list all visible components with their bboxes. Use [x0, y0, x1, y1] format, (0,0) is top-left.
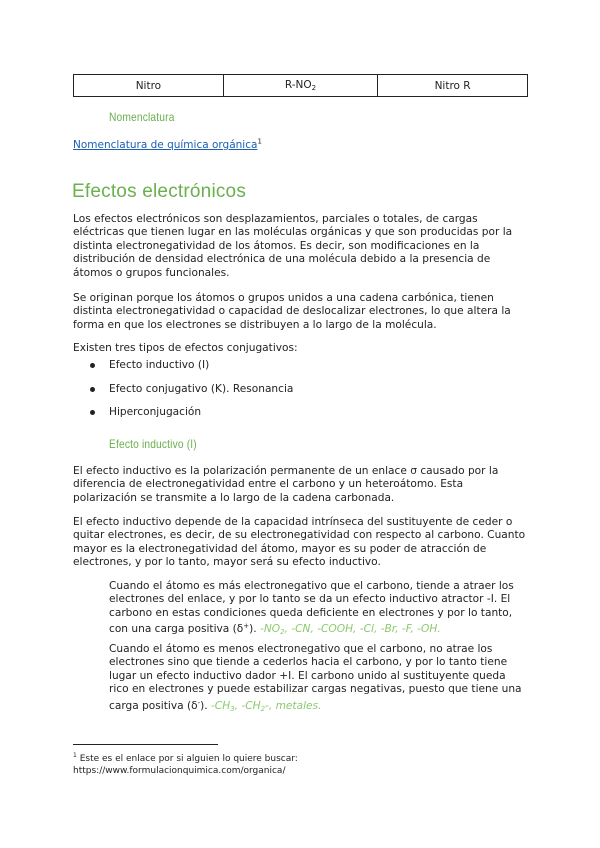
footnote-ref[interactable]: 1 [257, 137, 262, 146]
footnote-url: https://www.formulacionquimica.com/organica/ [73, 766, 286, 776]
bullet-icon [90, 410, 95, 415]
section-title: Efectos electrónicos [72, 181, 247, 202]
bullet-icon [90, 387, 95, 392]
nomenclatura-heading: Nomenclatura [109, 110, 175, 124]
donor-examples: $-CH_3$, $-CH_2-$, metales. [210, 699, 322, 713]
table-row [74, 75, 528, 97]
paragraph-types-intro: Existen tres tipos de efectos conjugativos: [73, 342, 298, 354]
nomenclatura-link-line [73, 139, 262, 151]
inductive-heading: Efecto inductivo (I) [109, 437, 197, 451]
list-item: Hiperconjugación [73, 406, 473, 430]
list-item: Efecto inductivo (I) [73, 359, 473, 383]
attractor-examples: $-NO_2$, -CN, -COOH, -Cl, -Br, -F, -OH. [260, 623, 441, 637]
nomenclatura-link[interactable]: Nomenclatura de química orgánica [73, 139, 258, 151]
table-cell-result: Nitro R [378, 75, 528, 97]
bullet-icon [90, 363, 95, 368]
paragraph-attractor-effect: Cuando el átomo es más electronegativo que el carbono, tiende a atraer los electrones del enlace, y por lo tanto se da un efecto inductivo atractor -I. El carbono en estas condiciones queda deficiente en electrones y por lo tanto, con una carga positiva (δ+). $-NO_2$, -CN, -COOH, -Cl, -Br, -F, -OH. [109, 580, 514, 637]
table-cell-name: Nitro [74, 75, 224, 97]
paragraph-donor-effect: Cuando el átomo es menos electronegativo que el carbono, no atrae los electrones sino que tiende a cederlos hacia el carbono, y por lo tanto tiene lugar un efecto inductivo dador +I. El carbono unido al sustituyente queda rico en electrones y puede estabilizar cargas negativas, puesto que tiene una carga positiva (δ-). $-CH_3$, $-CH_2-$, metales. [109, 643, 522, 713]
paragraph-origin: Se originan porque los átomos o grupos unidos a una cadena carbónica, tienen distinta electronegatividad o capacidad de deslocalizar electrones, lo que altera la forma en que los electrones se distribuyen a lo largo de la molécula. [73, 292, 511, 331]
effects-list [73, 359, 473, 430]
list-item: Efecto conjugativo (K). Resonancia [73, 383, 473, 407]
paragraph-inductive-dependence: El efecto inductivo depende de la capacidad intrínseca del sustituyente de ceder o quitar electrones, es decir, de su electronegatividad con respecto al carbono. Cuanto mayor es la electronegatividad del átomo, mayor es su poder de atracción de electrones, y por lo tanto, mayor será su efecto inductivo. [73, 516, 526, 569]
functional-group-table [73, 74, 528, 97]
table-cell-formula: $R-NO_2$ [223, 75, 377, 97]
paragraph-definition: Los efectos electrónicos son desplazamientos, parciales o totales, de cargas eléctricas que tienen lugar en las moléculas orgánicas y que son producidas por la distinta electronegatividad de los átomos. Es decir, son modificaciones en la distribución de densidad electrónica de una molécula debido a la presencia de átomos o grupos funcionales. [73, 213, 513, 279]
paragraph-inductive-definition: El efecto inductivo es la polarización permanente de un enlace σ causado por la diferencia de electronegatividad entre el carbono y un heteroátomo. Esta polarización se transmite a lo largo de la cadena carbonada. [73, 465, 499, 504]
footnote-separator [73, 744, 218, 745]
footnote: $^1$ Este es el enlace por si alguien lo quiere buscar: https://www.formulacionquimica.com/organica/ [73, 752, 298, 776]
